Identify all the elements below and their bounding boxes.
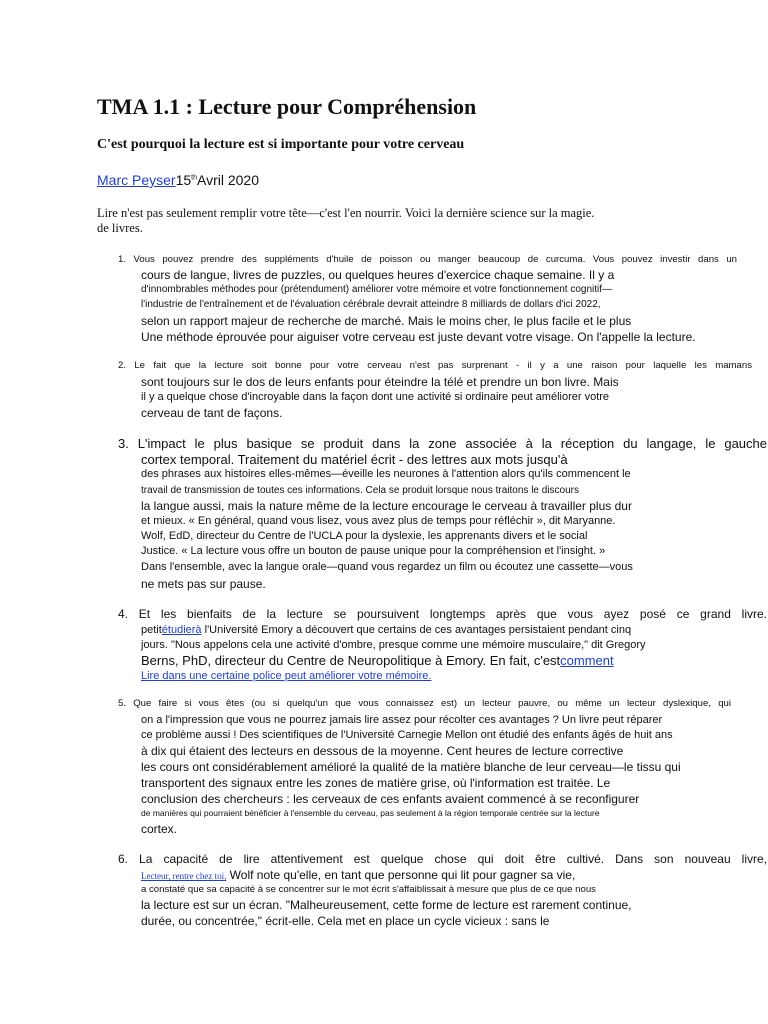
item-6-line-3: la lecture est sur un écran. "Malheureusement, cette forme de lecture est rarement continue, <box>141 898 632 912</box>
item-5-line-7: de manières qui pourraient bénéficier à l'ensemble du cerveau, pas seulement à la région temporale centrée sur la lecture <box>141 808 600 818</box>
item-4-line-2: jours. "Nous appelons cela une activité d'ombre, presque comme une mémoire musculaire," dit Gregory <box>141 639 646 651</box>
item-6-line-1 <box>141 868 575 882</box>
item-2-line-2: il y a quelque chose d'incroyable dans la façon dont une activité si ordinaire peut améliorer votre <box>141 391 610 403</box>
item-3-line-5: et mieux. « En général, quand vous lisez, vous avez plus de temps pour réfléchir », dit Maryanne. <box>141 515 616 527</box>
item-5-line-4: les cours ont considérablement amélioré la qualité de la matière blanche de leur cerveau—le tissu qui <box>141 760 681 774</box>
item-3-line-9: ne mets pas sur pause. <box>141 577 266 591</box>
intro-line-2: de livres. <box>97 221 143 235</box>
item-6-line-2: a constaté que sa capacité à se concentrer sur le mot écrit s'affaiblissait à mesure que plus de ce que nous <box>141 884 596 895</box>
item-3-line-6: Wolf, EdD, directeur du Centre de l'UCLA pour la dyslexie, les apprenants divers et le social <box>141 530 588 542</box>
item-3-line-8: Dans l'ensemble, avec la langue orale—quand vous regardez un film ou écoutez une cassette—vous <box>141 561 633 573</box>
item-4-line-3 <box>141 653 614 668</box>
date-suffix: th <box>191 174 197 182</box>
item-6-line-1-end: Wolf note qu'elle, en tant que personne qui lit pour gagner sa vie, <box>226 868 576 882</box>
item-2-line-3: cerveau de tant de façons. <box>141 406 283 420</box>
item-4-line-0: 4. Et les bienfaits de la lecture se poursuivent longtemps après que vous ayez posé ce grand livre. <box>118 607 767 621</box>
item-5-line-5: transportent des signaux entre les zones de matière grise, où l'information est traitée. Le <box>141 776 611 790</box>
intro-line-1: Lire n'est pas seulement remplir votre tête—c'est l'en nourrir. Voici la dernière science sur la magie. <box>97 206 595 220</box>
item-3-line-3: travail de transmission de toutes ces informations. Cela se produit lorsque nous traitons le discours <box>141 485 579 496</box>
item-5-line-2: ce problème aussi ! Des scientifiques de l'Université Carnegie Mellon ont étudié des enfants âgés de huit ans <box>141 729 673 741</box>
item-4-line-3-start: Berns, PhD, directeur du Centre de Neuropolitique à Emory. En fait, c'est <box>141 653 561 668</box>
study-link[interactable]: étudierà <box>161 624 202 636</box>
item-4-line-1-start: petit <box>141 624 162 636</box>
item-5-line-1: on a l'impression que vous ne pourrez jamais lire assez pour récolter ces avantages ? Un livre peut réparer <box>141 714 663 726</box>
item-1-line-2: d'innombrables méthodes pour (prétendument) améliorer votre mémoire et votre fonctionnement cognitif— <box>141 284 613 295</box>
byline <box>97 172 259 188</box>
item-1-line-3: l'industrie de l'entraînement et de l'évaluation cérébrale devrait atteindre 8 milliards de dollars d'ici 2022, <box>141 299 601 310</box>
item-1-line-5: Une méthode éprouvée pour aiguiser votre cerveau est juste devant votre visage. On l'appelle la lecture. <box>141 330 696 344</box>
item-5-line-0: 5. Que faire si vous êtes (ou si quelqu'un que vous connaissez est) un lecteur pauvre, ou même un lecteur dyslexique, qui <box>118 698 731 709</box>
item-3-line-4: la langue aussi, mais la nature même de la lecture encourage le cerveau à travailler plus dur <box>141 499 632 513</box>
author-link[interactable]: Marc Peyser <box>97 172 176 188</box>
item-2-line-1: sont toujours sur le dos de leurs enfants pour éteindre la télé et prendre un bon livre. Mais <box>141 375 619 389</box>
item-5-line-6: conclusion des chercheurs : les cerveaux de ces enfants avaient commencé à se reconfigurer <box>141 792 640 806</box>
document-subtitle: C'est pourquoi la lecture est si importante pour votre cerveau <box>97 137 465 152</box>
date-day: 15 <box>175 172 192 188</box>
item-1-line-4: selon un rapport majeur de recherche de marché. Mais le moins cher, le plus facile et le plus <box>141 314 632 328</box>
item-1-line-0: 1. Vous pouvez prendre des suppléments d'huile de poisson ou manger beaucoup de curcuma. Vous pouvez investir dans un <box>118 254 737 265</box>
item-6-line-0: 6. La capacité de lire attentivement est quelque chose qui doit être cultivé. Dans son nouveau livre, <box>118 852 767 866</box>
date-rest: Avril 2020 <box>197 172 260 188</box>
item-4-line-1 <box>141 624 631 636</box>
item-3-line-7: Justice. « La lecture vous offre un bouton de pause unique pour la compréhension et l'insight. » <box>141 545 606 557</box>
item-2-line-0: 2. Le fait que la lecture soit bonne pour votre cerveau n'est pas surprenant - il y a une raison pour laquelle les mamans <box>118 360 752 371</box>
item-1-line-1: cours de langue, livres de puzzles, ou quelques heures d'exercice chaque semaine. Il y a <box>141 268 615 282</box>
item-5-line-8: cortex. <box>141 822 178 836</box>
item-6-line-4: durée, ou concentrée," écrit-elle. Cela met en place un cycle vicieux : sans le <box>141 914 550 928</box>
book-title-link[interactable]: Lecteur, rentre chez toi, <box>141 871 227 881</box>
item-3-line-2: des phrases aux histoires elles-mêmes—éveille les neurones à l'attention alors qu'ils commencent le <box>141 468 631 480</box>
how-link[interactable]: comment <box>560 653 614 668</box>
item-3-line-1: cortex temporal. Traitement du matériel écrit - des lettres aux mots jusqu'à <box>141 452 568 467</box>
document-title: TMA 1.1 : Lecture pour Compréhension <box>97 94 477 119</box>
item-4-line-1-end: l'Université Emory a découvert que certains de ces avantages persistaient pendant cinq <box>201 624 632 636</box>
font-memory-link[interactable]: Lire dans une certaine police peut améliorer votre mémoire. <box>141 670 432 682</box>
item-3-line-0: 3. L'impact le plus basique se produit dans la zone associée à la réception du langage, le gauche <box>118 436 767 451</box>
item-5-line-3: à dix qui étaient des lecteurs en dessous de la moyenne. Cent heures de lecture corrective <box>141 744 624 758</box>
